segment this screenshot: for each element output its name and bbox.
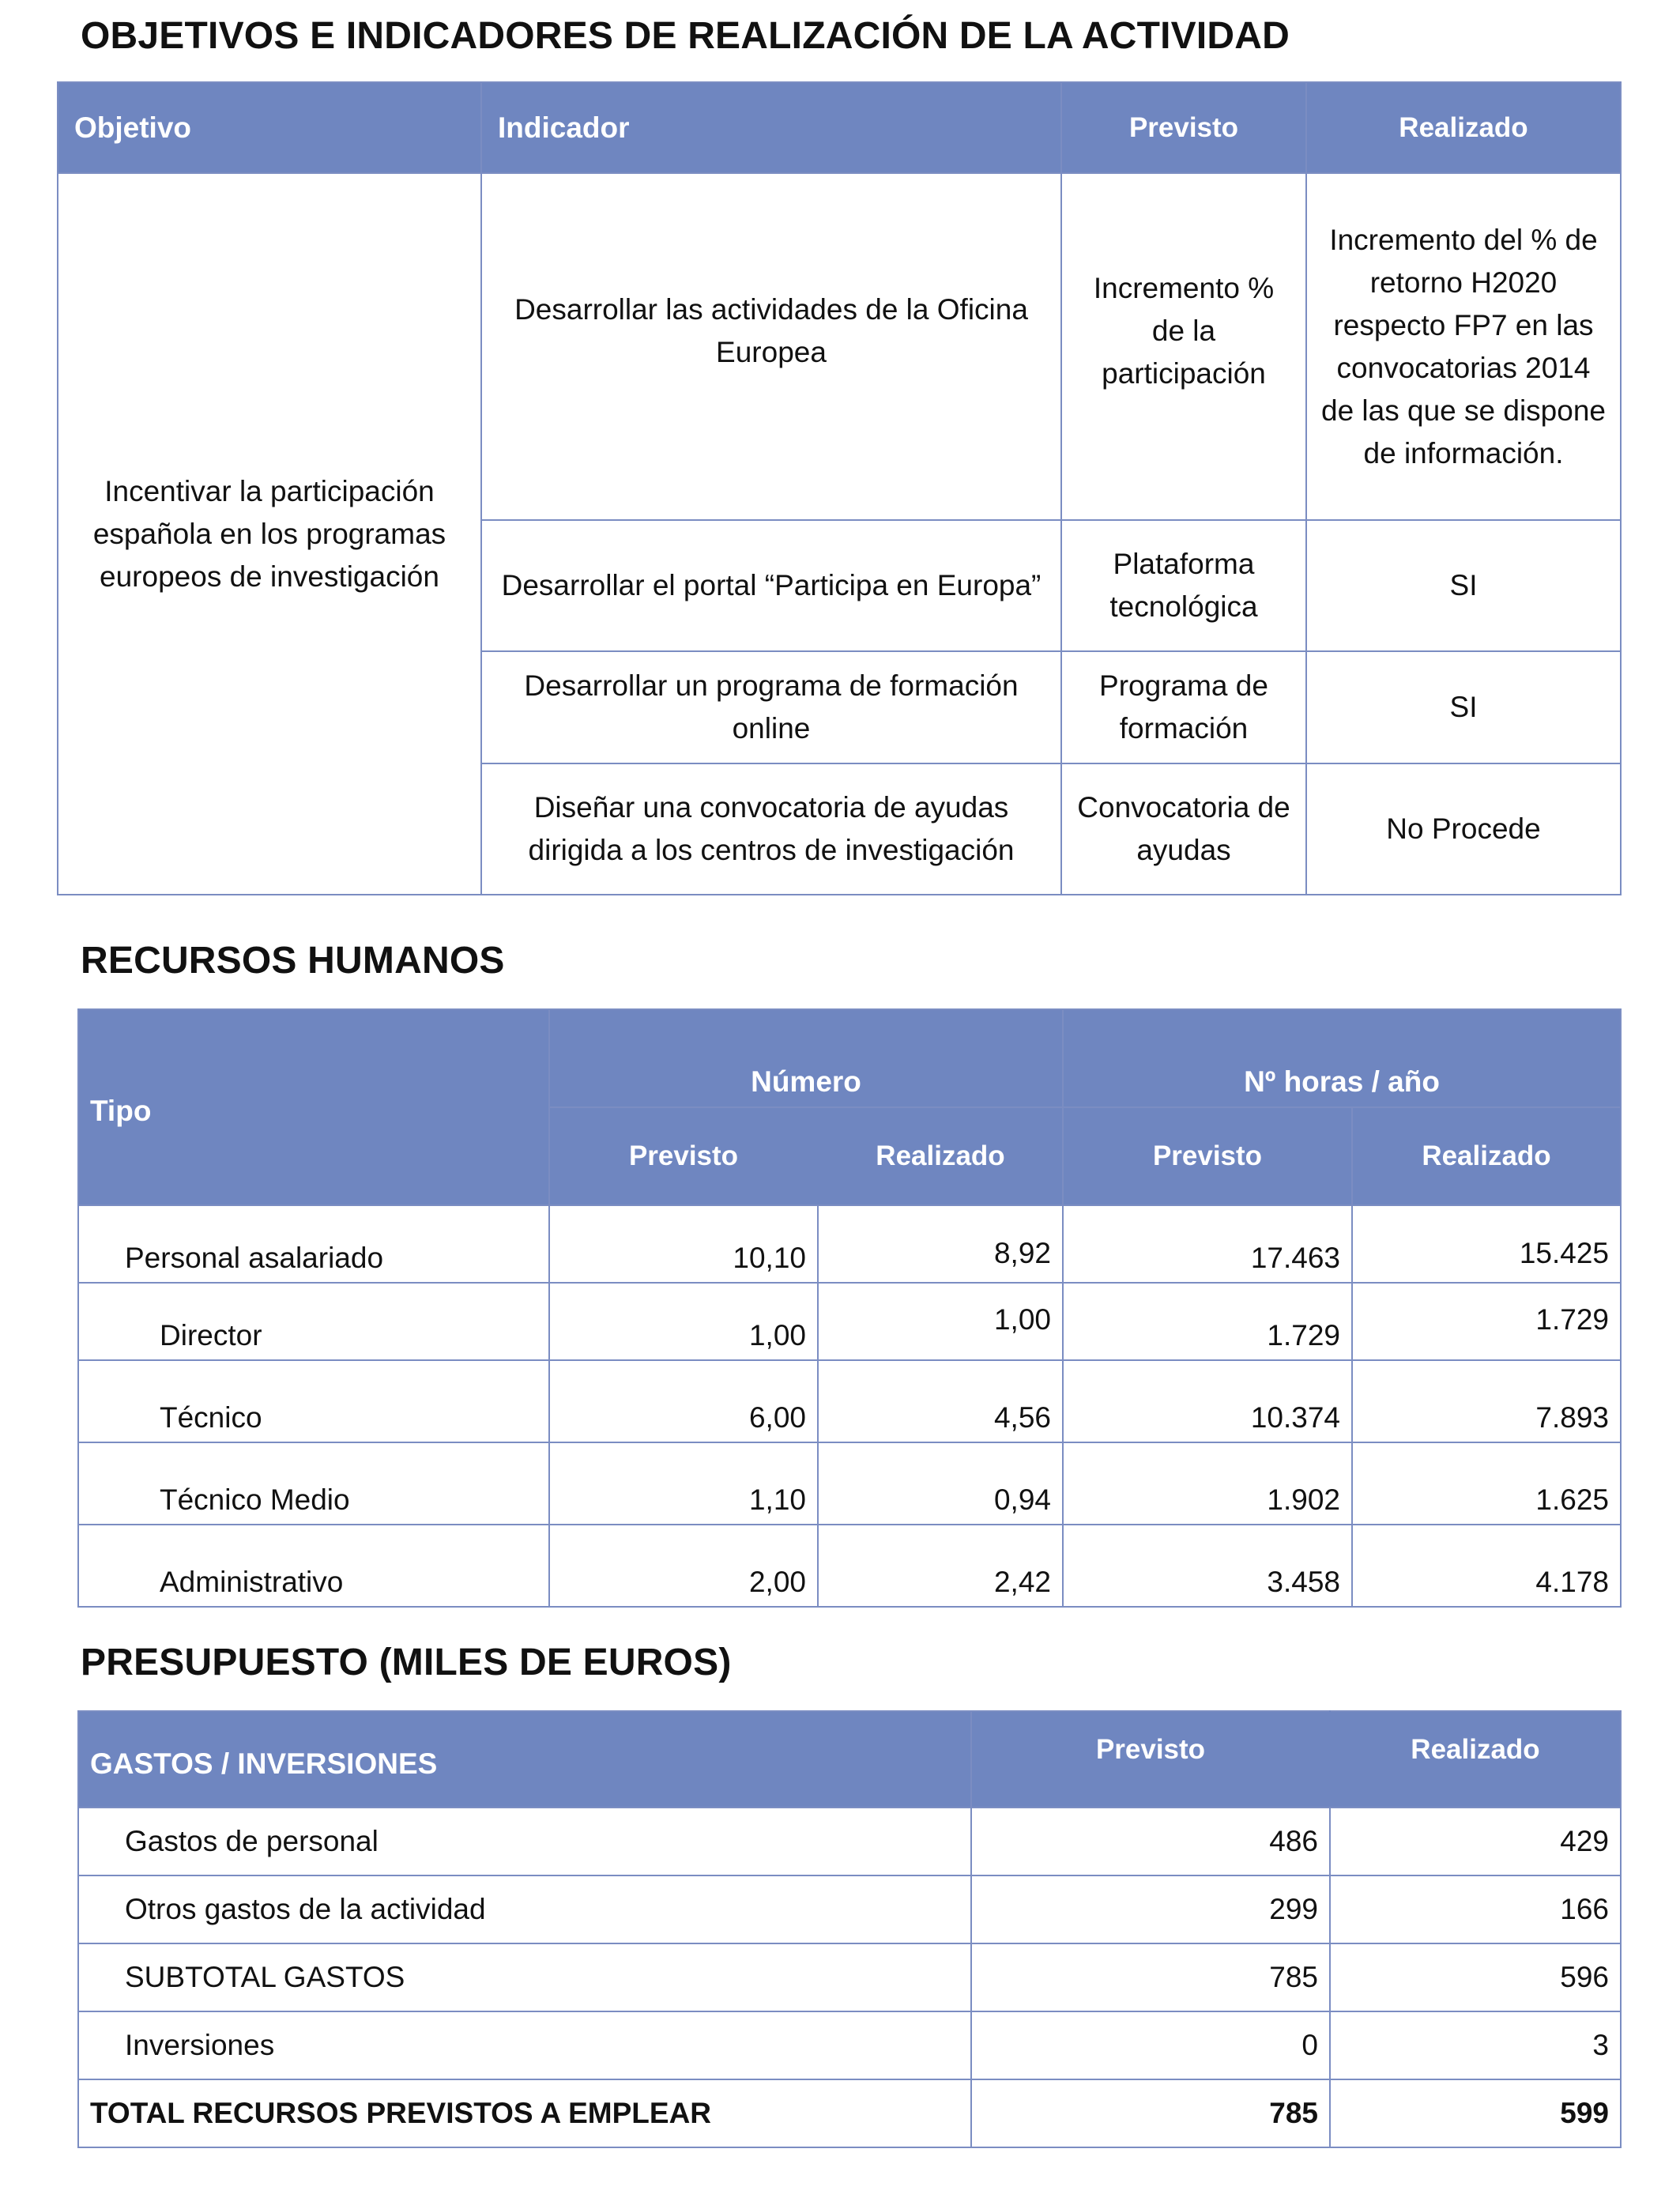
horas-previsto-cell: 3.458 [1063,1525,1352,1607]
table-row [78,2011,1621,2079]
previsto-text: Incremento % de la participación [1093,271,1275,390]
table-row [78,1283,1621,1360]
section-title-objetivos: OBJETIVOS E INDICADORES DE REALIZACIÓN DE LA ACTIVIDAD [81,15,1290,57]
header-numero-previsto: Previsto [549,1107,818,1205]
header-objetivo: Objetivo [58,82,481,173]
header-tipo: Tipo [78,1009,549,1205]
section-title-recursos-humanos: RECURSOS HUMANOS [81,940,505,982]
realizado-cell [1306,763,1621,895]
horas-previsto-cell: 1.729 [1063,1283,1352,1360]
horas-realizado-cell: 1.625 [1352,1442,1621,1525]
header-realizado: Realizado [1330,1711,1621,1808]
gasto-previsto-cell: 785 [971,1943,1330,2011]
horas-realizado-cell: 15.425 [1352,1205,1621,1283]
num-realizado-cell: 8,92 [818,1205,1063,1283]
presupuesto-header-row [78,1711,1621,1808]
objetivos-header-row [58,82,1621,173]
gasto-label-cell: Otros gastos de la actividad [78,1875,971,1943]
recursos-humanos-table [77,1008,1622,1608]
gasto-realizado-cell: 166 [1330,1875,1621,1943]
header-horas-previsto: Previsto [1063,1107,1352,1205]
tipo-cell: Técnico [78,1360,549,1442]
header-horas: Nº horas / año [1063,1009,1621,1107]
horas-realizado-cell: 1.729 [1352,1283,1621,1360]
header-previsto: Previsto [971,1711,1330,1808]
total-row [78,2079,1621,2147]
objective-cell [58,173,481,895]
total-label-cell: TOTAL RECURSOS PREVISTOS A EMPLEAR [78,2079,971,2147]
indicador-cell [481,651,1061,763]
objective-text: Incentivar la participación española en los programas europeos de investigación [92,474,446,593]
table-row [78,1442,1621,1525]
table-row [78,1525,1621,1607]
num-previsto-cell: 2,00 [549,1525,818,1607]
rrhh-header-row-1 [78,1009,1621,1107]
gasto-previsto-cell: 486 [971,1808,1330,1875]
gasto-realizado-cell: 429 [1330,1808,1621,1875]
realizado-cell [1306,651,1621,763]
table-row [78,1808,1621,1875]
table-row [78,1943,1621,2011]
presupuesto-table [77,1710,1622,2148]
num-previsto-cell: 6,00 [549,1360,818,1442]
gasto-previsto-cell: 299 [971,1875,1330,1943]
num-realizado-cell: 0,94 [818,1442,1063,1525]
num-previsto-cell: 10,10 [549,1205,818,1283]
gasto-realizado-cell: 596 [1330,1943,1621,2011]
tipo-cell: Personal asalariado [78,1205,549,1283]
indicador-text: Diseñar una convocatoria de ayudas dirigida a los centros de investigación [528,791,1015,866]
previsto-text: Plataforma tecnológica [1109,548,1258,623]
indicador-text: Desarrollar las actividades de la Oficina Europea [514,292,1028,368]
indicador-text: Desarrollar un programa de formación online [524,669,1019,745]
previsto-cell [1061,763,1306,895]
table-row [78,1875,1621,1943]
tipo-cell: Técnico Medio [78,1442,549,1525]
section-title-presupuesto: PRESUPUESTO (MILES DE EUROS) [81,1642,732,1683]
realizado-text: SI [1449,691,1478,723]
table-row [58,173,1621,520]
previsto-text: Programa de formación [1099,669,1268,745]
header-numero: Número [549,1009,1063,1107]
horas-realizado-cell: 4.178 [1352,1525,1621,1607]
num-realizado-cell: 1,00 [818,1283,1063,1360]
table-row [78,1205,1621,1283]
horas-previsto-cell: 17.463 [1063,1205,1352,1283]
table-row [78,1360,1621,1442]
realizado-cell [1306,520,1621,651]
realizado-text: SI [1449,569,1478,601]
num-previsto-cell: 1,00 [549,1283,818,1360]
objetivos-table [57,81,1622,895]
realizado-text: Incremento del % de retorno H2020 respecto FP7 en las convocatorias 2014 de las que se dispone de información. [1321,223,1606,469]
header-previsto: Previsto [1061,82,1306,173]
num-realizado-cell: 4,56 [818,1360,1063,1442]
header-realizado: Realizado [1306,82,1621,173]
horas-realizado-cell: 7.893 [1352,1360,1621,1442]
gasto-label-cell: Inversiones [78,2011,971,2079]
realizado-text: No Procede [1386,812,1541,845]
header-indicador: Indicador [481,82,1061,173]
total-previsto-cell: 785 [971,2079,1330,2147]
indicador-cell [481,520,1061,651]
num-realizado-cell: 2,42 [818,1525,1063,1607]
previsto-text: Convocatoria de ayudas [1077,791,1290,866]
horas-previsto-cell: 10.374 [1063,1360,1352,1442]
previsto-cell [1061,173,1306,520]
indicador-cell [481,763,1061,895]
indicador-cell [481,173,1061,520]
gasto-label-cell: Gastos de personal [78,1808,971,1875]
gasto-label-cell: SUBTOTAL GASTOS [78,1943,971,2011]
header-numero-realizado: Realizado [818,1107,1063,1205]
tipo-cell: Director [78,1283,549,1360]
num-previsto-cell: 1,10 [549,1442,818,1525]
previsto-cell [1061,651,1306,763]
horas-previsto-cell: 1.902 [1063,1442,1352,1525]
realizado-cell [1306,173,1621,520]
total-realizado-cell: 599 [1330,2079,1621,2147]
tipo-cell: Administrativo [78,1525,549,1607]
header-gastos: GASTOS / INVERSIONES [78,1711,971,1808]
gasto-realizado-cell: 3 [1330,2011,1621,2079]
header-horas-realizado: Realizado [1352,1107,1621,1205]
indicador-text: Desarrollar el portal “Participa en Europa” [501,569,1042,601]
previsto-cell [1061,520,1306,651]
gasto-previsto-cell: 0 [971,2011,1330,2079]
